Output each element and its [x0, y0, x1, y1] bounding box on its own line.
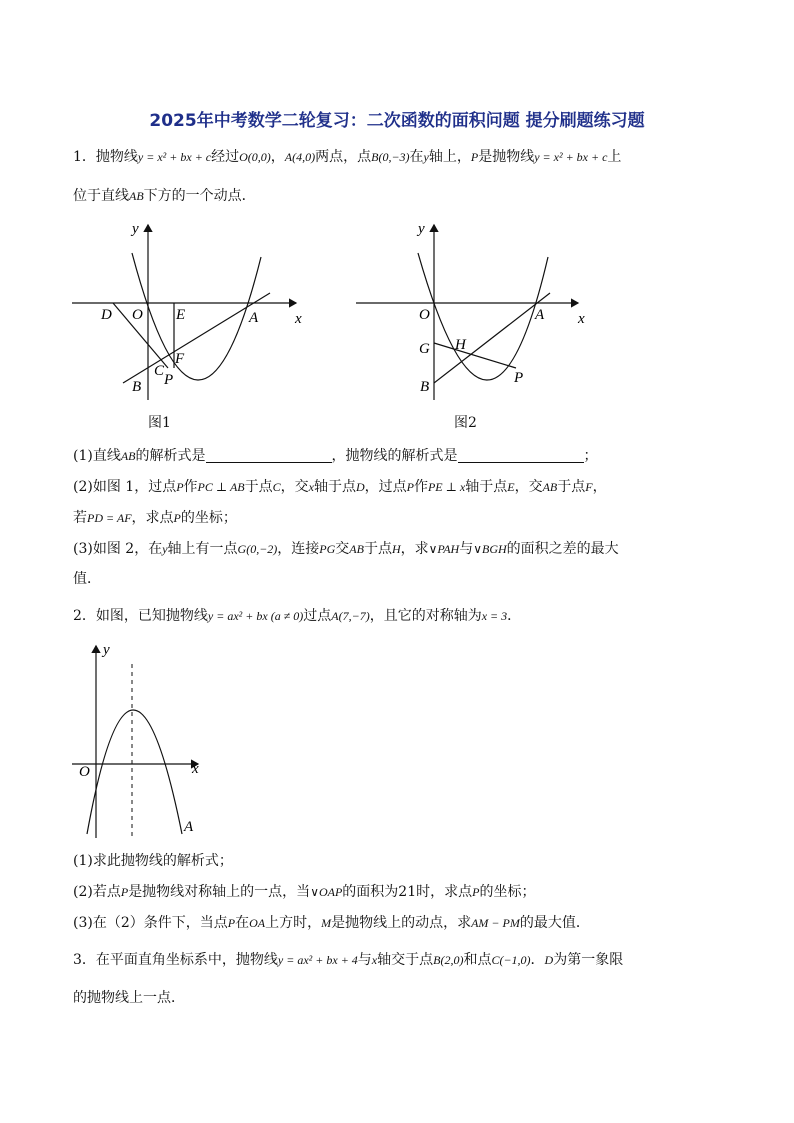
fig1-label-f: F [175, 351, 185, 367]
q1-line-1: 1．抛物线y = x² + bx + c经过O(0,0)，A(4,0)两点，点B(0,−3)在y轴上，P是抛物线y = x² + bx + c上 [73, 149, 622, 165]
fig2-label-x: x [578, 311, 585, 327]
fig1-label-a: A [249, 310, 259, 326]
fig1-label-x: x [295, 311, 302, 327]
q1-line-2: 位于直线AB下方的一个动点． [73, 188, 256, 204]
q2-line-1: 2．如图，已知抛物线y = ax² + bx (a ≠ 0)过点A(7,−7)，且它的对称轴为x = 3． [73, 608, 522, 624]
q1-sub-2: (2)如图 1，过点P作PC ⊥ AB于点C，交x轴于点D，过点P作PE ⊥ x轴于点E，交AB于点F， [73, 479, 607, 495]
figure-1 [68, 215, 318, 405]
fig3-label-x: x [192, 761, 199, 777]
fig1-label-o: O [132, 307, 143, 323]
fig2-parabola [418, 253, 548, 380]
fig2-line-ab [434, 293, 550, 383]
figure-2 [352, 215, 602, 405]
fig1-label-p: P [164, 372, 174, 388]
answer-blank-line-ab[interactable] [206, 448, 332, 463]
fig2-label-b: B [420, 379, 430, 395]
q2-sub-2: (2)若点P是抛物线对称轴上的一点，当∨OAP的面积为21时，求点P的坐标； [73, 884, 536, 900]
q1-sub-3-line-2: 值． [73, 571, 101, 587]
q3-line-2: 的抛物线上一点． [73, 990, 185, 1006]
q1-parabola-eq: y = x² + bx + c [137, 150, 212, 164]
fig2-label-o: O [419, 307, 430, 323]
fig3-label-a: A [184, 819, 194, 835]
q1-sub-3: (3)如图 2，在y轴上有一点G(0,−2)，连接PG交AB于点H，求∨PAH与∨BGH的面积之差的最大 [73, 541, 619, 557]
fig1-label-y: y [132, 221, 139, 237]
q2-sub-3: (3)在（2）条件下，当点P在OA上方时，M是抛物线上的动点，求AM − PM的最大值． [73, 915, 590, 931]
fig3-label-o: O [79, 764, 90, 780]
fig3-label-y: y [103, 642, 110, 658]
fig1-label-c: C [154, 363, 165, 379]
fig2-label-g: G [419, 341, 430, 357]
q3-line-1: 3．在平面直角坐标系中，抛物线y = ax² + bx + 4与x轴交于点B(2,0)和点C(−1,0)．D为第一象限 [73, 952, 624, 968]
q1-sub-1: (1)直线AB的解析式是 ，抛物线的解析式是 ； [73, 448, 598, 464]
fig2-label-h: H [455, 337, 466, 353]
fig1-label-d: D [101, 307, 112, 323]
fig1-label-b: B [132, 379, 142, 395]
fig1-parabola [132, 253, 261, 380]
figure-1-caption: 图1 [148, 415, 171, 431]
q2-sub-1: (1)求此抛物线的解析式； [73, 853, 233, 869]
fig2-label-p: P [514, 370, 524, 386]
answer-blank-parabola[interactable] [458, 448, 584, 463]
fig1-line-ab [123, 293, 270, 383]
fig1-label-e: E [176, 307, 186, 323]
figure-3 [70, 638, 215, 843]
page-title: 2025年中考数学二轮复习：二次函数的面积问题 提分刷题练习题 [149, 111, 645, 131]
fig2-label-y: y [418, 221, 425, 237]
fig3-parabola [87, 710, 182, 834]
figure-2-caption: 图2 [454, 415, 477, 431]
fig2-line-pg [434, 343, 516, 368]
q1-sub-2-line-2: 若PD = AF，求点P的坐标； [73, 510, 237, 526]
fig2-label-a: A [535, 307, 545, 323]
